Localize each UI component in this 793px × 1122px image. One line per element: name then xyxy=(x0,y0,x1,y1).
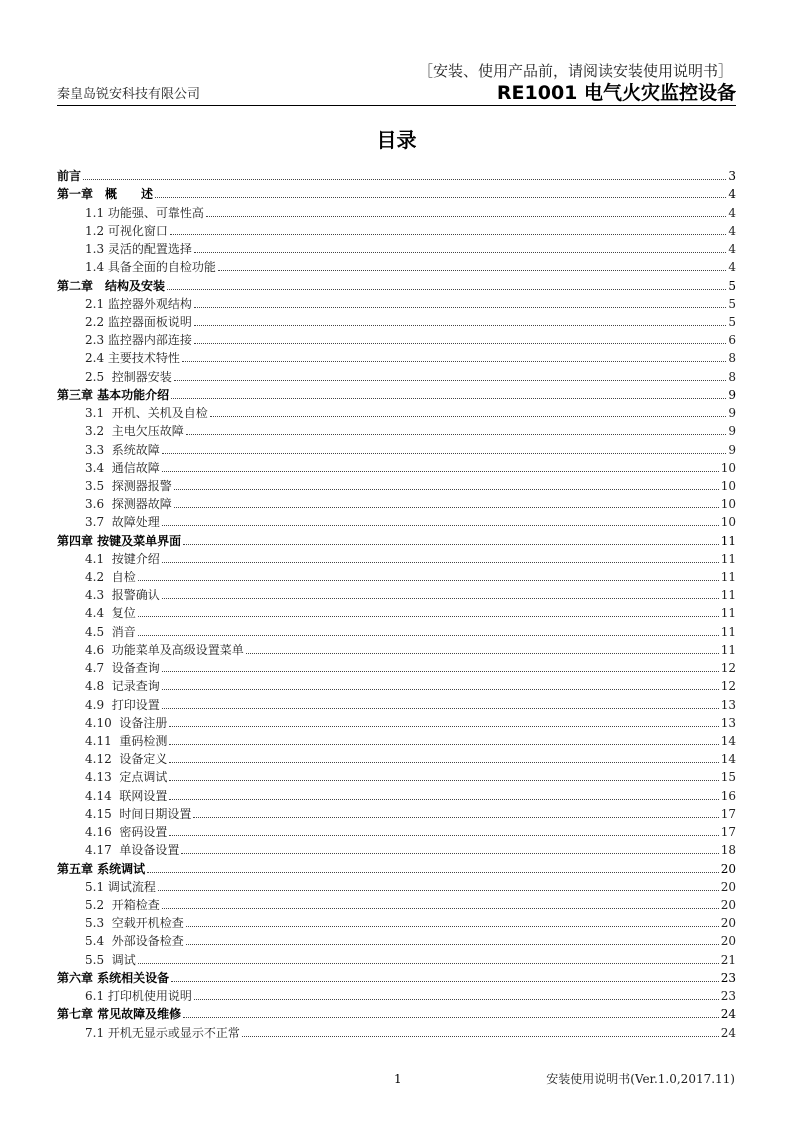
leader-dots xyxy=(162,708,719,709)
toc-section-entry[interactable] xyxy=(57,895,736,913)
toc-chapter-entry[interactable] xyxy=(57,1004,736,1022)
toc-entry-label: 3.2 主电欠压故障 xyxy=(85,424,184,439)
leader-dots xyxy=(183,1017,719,1018)
toc-entry-label: 3.4 通信故障 xyxy=(85,460,160,475)
toc-entry-label: 2.2 监控器面板说明 xyxy=(85,314,192,329)
leader-dots xyxy=(194,307,726,308)
toc-entry-page: 16 xyxy=(720,788,736,803)
toc-entry-label: 第五章 系统调试 xyxy=(57,861,146,876)
leader-dots xyxy=(162,689,719,690)
header-note: ［安装、使用产品前，请阅读安装使用说明书］ xyxy=(417,62,733,80)
toc-entry-label: 4.6 功能菜单及高级设置菜单 xyxy=(85,642,244,657)
leader-dots xyxy=(194,343,726,344)
toc-section-entry[interactable] xyxy=(57,439,736,457)
toc-section-entry[interactable] xyxy=(57,694,736,712)
leader-dots xyxy=(242,1036,719,1037)
toc-entry-page: 20 xyxy=(720,916,736,931)
toc-section-entry[interactable] xyxy=(57,749,736,767)
toc-entry-label: 7.1 开机无显示或显示不正常 xyxy=(85,1025,240,1040)
leader-dots xyxy=(206,216,726,217)
toc-entry-label: 4.15 时间日期设置 xyxy=(85,806,192,821)
leader-dots xyxy=(138,580,719,581)
toc-entry-page: 10 xyxy=(720,460,736,475)
toc-entry-page: 4 xyxy=(728,260,736,275)
leader-dots xyxy=(162,453,727,454)
toc-section-entry[interactable] xyxy=(57,986,736,1004)
toc-entry-page: 13 xyxy=(720,697,736,712)
toc-entry-page: 12 xyxy=(720,661,736,676)
footer-version: 安装使用说明书(Ver.1.0,2017.11) xyxy=(546,1072,735,1086)
toc-entry-label: 2.3 监控器内部连接 xyxy=(85,333,192,348)
toc-entry-page: 11 xyxy=(720,551,736,566)
toc-entry-page: 15 xyxy=(720,770,736,785)
toc-section-entry[interactable] xyxy=(57,294,736,312)
toc-section-entry[interactable] xyxy=(57,713,736,731)
toc-entry-label: 2.5 控制器安装 xyxy=(85,369,172,384)
toc-entry-page: 14 xyxy=(720,752,736,767)
leader-dots xyxy=(246,653,719,654)
toc-entry-label: 1.1 功能强、可靠性高 xyxy=(85,205,204,220)
toc-entry-page: 9 xyxy=(728,424,736,439)
toc-entry-label: 3.1 开机、关机及自检 xyxy=(85,406,208,421)
toc-entry-label: 3.5 探测器报警 xyxy=(85,478,172,493)
toc-entry-label: 1.3 灵活的配置选择 xyxy=(85,242,192,257)
toc-entry-page: 24 xyxy=(720,1025,736,1040)
product-title: RE1001 电气火灾监控设备 xyxy=(496,82,736,104)
toc-entry-label: 2.1 监控器外观结构 xyxy=(85,296,192,311)
leader-dots xyxy=(186,926,719,927)
toc-entry-label: 5.2 开箱检查 xyxy=(85,897,160,912)
toc-entry-page: 17 xyxy=(720,806,736,821)
toc-section-entry[interactable] xyxy=(57,822,736,840)
toc-entry-page: 5 xyxy=(728,314,736,329)
leader-dots xyxy=(169,799,718,800)
toc-section-entry[interactable] xyxy=(57,877,736,895)
toc-entry-label: 4.4 复位 xyxy=(85,606,136,621)
toc-entry-page: 17 xyxy=(720,825,736,840)
leader-dots xyxy=(194,325,726,326)
toc-entry-page: 8 xyxy=(728,351,736,366)
page-number: 1 xyxy=(394,1072,402,1086)
toc-entry-label: 5.1 调试流程 xyxy=(85,879,156,894)
toc-section-entry[interactable] xyxy=(57,476,736,494)
leader-dots xyxy=(171,981,719,982)
leader-dots xyxy=(174,380,727,381)
leader-dots xyxy=(170,234,726,235)
toc-entry-page: 12 xyxy=(720,679,736,694)
leader-dots xyxy=(158,890,719,891)
leader-dots xyxy=(169,726,718,727)
toc-entry-label: 4.2 自检 xyxy=(85,570,136,585)
leader-dots xyxy=(183,544,719,545)
toc-entry-label: 第一章 概 述 xyxy=(57,187,154,202)
toc-entry-label: 4.11 重码检测 xyxy=(85,734,168,748)
toc-entry-label: 第三章 基本功能介绍 xyxy=(57,387,170,402)
toc-section-entry[interactable] xyxy=(57,785,736,803)
toc-entry-page: 23 xyxy=(720,970,736,985)
header-divider xyxy=(57,105,736,106)
toc-entry-page: 5 xyxy=(728,296,736,311)
toc-entry-page: 4 xyxy=(728,205,736,220)
leader-dots xyxy=(138,635,719,636)
leader-dots xyxy=(182,361,726,362)
leader-dots xyxy=(174,489,719,490)
leader-dots xyxy=(167,289,726,290)
toc-section-entry[interactable] xyxy=(57,931,736,949)
toc-chapter-entry[interactable] xyxy=(57,968,736,986)
toc-entry-page: 11 xyxy=(720,588,736,603)
toc-entry-label: 4.13 定点调试 xyxy=(85,770,168,785)
toc-section-entry[interactable] xyxy=(57,549,736,567)
leader-dots xyxy=(155,197,726,198)
toc-entry-page: 10 xyxy=(720,478,736,493)
toc-entry-label: 4.7 设备查询 xyxy=(85,661,160,676)
toc-section-entry[interactable] xyxy=(57,1022,736,1040)
toc-chapter-entry[interactable] xyxy=(57,385,736,403)
toc-entry-page: 4 xyxy=(728,187,736,202)
leader-dots xyxy=(194,999,719,1000)
toc-section-entry[interactable] xyxy=(57,676,736,694)
toc-entry-page: 20 xyxy=(720,861,736,876)
toc-entry-page: 18 xyxy=(720,843,736,858)
toc-entry-label: 5.5 调试 xyxy=(85,952,136,967)
toc-entry-label: 第六章 系统相关设备 xyxy=(57,970,170,985)
leader-dots xyxy=(169,780,718,781)
toc-section-entry[interactable] xyxy=(57,603,736,621)
toc-entry-page: 10 xyxy=(720,515,736,530)
toc-section-entry[interactable] xyxy=(57,239,736,257)
leader-dots xyxy=(162,671,719,672)
leader-dots xyxy=(169,762,718,763)
toc-section-entry[interactable] xyxy=(57,585,736,603)
toc-section-entry[interactable] xyxy=(57,421,736,439)
toc-entry-label: 第七章 常见故障及维修 xyxy=(57,1007,182,1022)
leader-dots xyxy=(210,416,727,417)
toc-entry-label: 4.16 密码设置 xyxy=(85,825,168,840)
toc-entry-label: 4.3 报警确认 xyxy=(85,588,160,603)
leader-dots xyxy=(171,398,726,399)
toc-entry-page: 23 xyxy=(720,989,736,1004)
toc-entry-page: 9 xyxy=(728,406,736,421)
leader-dots xyxy=(138,616,719,617)
leader-dots xyxy=(218,270,726,271)
toc-entry-label: 1.4 具备全面的自检功能 xyxy=(85,260,216,275)
company-name: 秦皇岛锐安科技有限公司 xyxy=(57,87,201,102)
toc-section-entry[interactable] xyxy=(57,913,736,931)
leader-dots xyxy=(186,434,727,435)
toc-entry-label: 第四章 按键及菜单界面 xyxy=(57,533,182,548)
toc-entry-page: 21 xyxy=(720,952,736,967)
toc-entry-page: 14 xyxy=(720,734,736,748)
toc-entry-page: 11 xyxy=(720,624,736,639)
toc-section-entry[interactable] xyxy=(57,403,736,421)
toc-section-entry[interactable] xyxy=(57,312,736,330)
toc-entry-page: 3 xyxy=(728,169,736,184)
toc-section-entry[interactable] xyxy=(57,494,736,512)
toc-section-entry[interactable] xyxy=(57,949,736,967)
toc-entry-page: 4 xyxy=(728,242,736,257)
toc-entry-page: 11 xyxy=(720,606,736,621)
toc-section-entry[interactable] xyxy=(57,567,736,585)
toc-chapter-entry[interactable] xyxy=(57,530,736,548)
toc-section-entry[interactable] xyxy=(57,348,736,366)
toc-section-entry[interactable] xyxy=(57,840,736,858)
toc-section-entry[interactable] xyxy=(57,458,736,476)
toc-entry-page: 11 xyxy=(720,642,736,657)
toc-section-entry[interactable] xyxy=(57,512,736,530)
toc-section-entry[interactable] xyxy=(57,621,736,639)
toc-entry-label: 4.12 设备定义 xyxy=(85,752,168,767)
toc-section-entry[interactable] xyxy=(57,804,736,822)
toc-entry-page: 5 xyxy=(728,278,736,293)
toc-section-entry[interactable] xyxy=(57,221,736,239)
toc-section-entry[interactable] xyxy=(57,330,736,348)
toc-entry-label: 4.14 联网设置 xyxy=(85,788,168,803)
toc-section-entry[interactable] xyxy=(57,658,736,676)
toc-entry-page: 11 xyxy=(720,570,736,585)
toc-chapter-entry[interactable] xyxy=(57,858,736,876)
toc-entry-label: 6.1 打印机使用说明 xyxy=(85,989,192,1004)
toc-chapter-entry[interactable] xyxy=(57,184,736,202)
leader-dots xyxy=(147,872,719,873)
table-of-contents xyxy=(57,166,736,1041)
toc-entry-page: 9 xyxy=(728,387,736,402)
toc-entry-label: 5.3 空载开机检查 xyxy=(85,916,184,931)
toc-entry-page: 11 xyxy=(720,533,736,548)
toc-entry-page: 20 xyxy=(720,897,736,912)
leader-dots xyxy=(162,525,719,526)
toc-section-entry[interactable] xyxy=(57,366,736,384)
toc-entry-label: 5.4 外部设备检查 xyxy=(85,934,184,949)
leader-dots xyxy=(174,507,719,508)
toc-entry-page: 24 xyxy=(720,1007,736,1022)
toc-entry-page: 13 xyxy=(720,715,736,730)
toc-entry-label: 2.4 主要技术特性 xyxy=(85,351,180,366)
toc-entry-page: 20 xyxy=(720,879,736,894)
toc-section-entry[interactable] xyxy=(57,257,736,275)
leader-dots xyxy=(162,598,719,599)
toc-entry-label: 3.7 故障处理 xyxy=(85,515,160,530)
leader-dots xyxy=(162,908,719,909)
toc-entry-label: 前言 xyxy=(57,169,82,184)
toc-entry-label: 3.3 系统故障 xyxy=(85,442,160,457)
toc-entry-page: 10 xyxy=(720,497,736,512)
toc-entry-label: 4.17 单设备设置 xyxy=(85,843,180,858)
toc-entry-label: 4.9 打印设置 xyxy=(85,697,160,712)
toc-entry-label: 4.1 按键介绍 xyxy=(85,551,160,566)
toc-section-entry[interactable] xyxy=(57,202,736,220)
toc-entry-page: 8 xyxy=(728,369,736,384)
leader-dots xyxy=(169,744,718,745)
toc-entry-label: 第二章 结构及安装 xyxy=(57,278,166,293)
toc-entry-page: 9 xyxy=(728,442,736,457)
leader-dots xyxy=(193,817,718,818)
toc-entry-page: 20 xyxy=(720,934,736,949)
leader-dots xyxy=(194,252,726,253)
toc-entry-page: 6 xyxy=(728,333,736,348)
toc-chapter-entry[interactable] xyxy=(57,166,736,184)
leader-dots xyxy=(186,944,719,945)
leader-dots xyxy=(138,963,719,964)
toc-title: 目录 xyxy=(376,128,417,152)
toc-section-entry[interactable] xyxy=(57,767,736,785)
leader-dots xyxy=(162,562,719,563)
toc-entry-page: 4 xyxy=(728,223,736,238)
toc-entry-label: 3.6 探测器故障 xyxy=(85,497,172,512)
toc-entry-label: 4.10 设备注册 xyxy=(85,715,168,730)
toc-section-entry[interactable] xyxy=(57,731,736,749)
toc-entry-label: 1.2 可视化窗口 xyxy=(85,223,168,238)
leader-dots xyxy=(169,835,718,836)
toc-entry-label: 4.5 消音 xyxy=(85,624,136,639)
leader-dots xyxy=(162,471,719,472)
toc-section-entry[interactable] xyxy=(57,640,736,658)
toc-entry-label: 4.8 记录查询 xyxy=(85,679,160,694)
leader-dots xyxy=(181,853,718,854)
leader-dots xyxy=(83,179,726,180)
toc-chapter-entry[interactable] xyxy=(57,275,736,293)
